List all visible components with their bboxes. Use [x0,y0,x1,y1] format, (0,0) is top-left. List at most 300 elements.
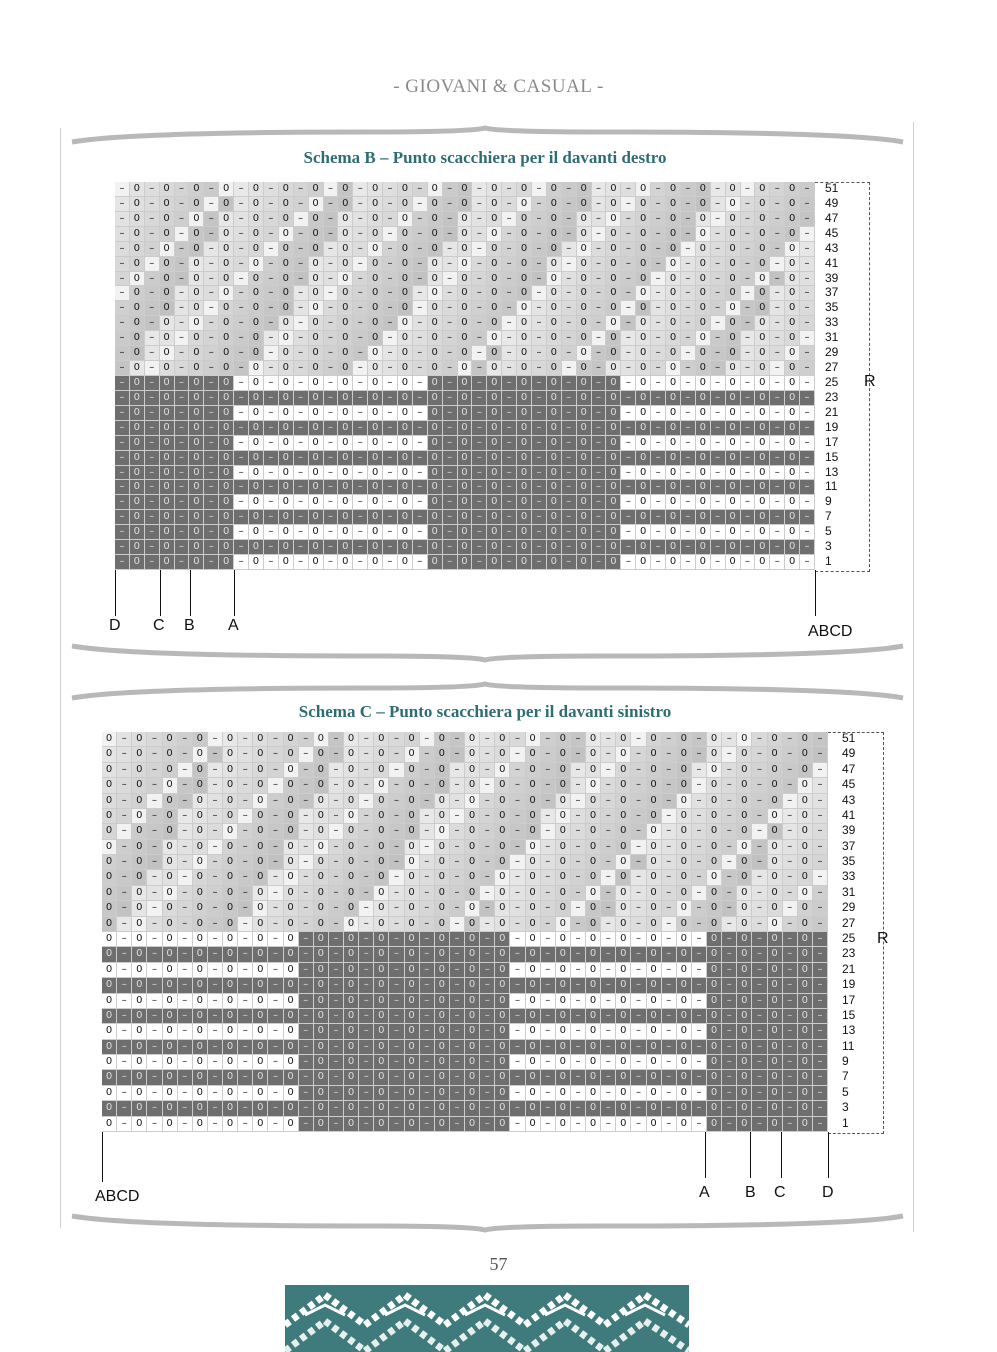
chart-stitch: 0 [253,994,267,1008]
chart-stitch: – [472,316,486,330]
chart-stitch: 0 [737,1040,751,1054]
chart-stitch: – [480,747,494,761]
row-number: 45 [842,777,856,792]
frame-right-line [913,122,914,1232]
chart-stitch: – [450,824,464,838]
chart-stitch: – [389,1055,403,1069]
chart-stitch: – [178,1117,192,1131]
chart-stitch: – [238,901,252,915]
chart-stitch: 0 [253,1009,267,1023]
chart-stitch: – [480,932,494,946]
chart-stitch: 0 [374,901,388,915]
chart-stitch: – [115,555,129,569]
chart-stitch: 0 [517,421,531,435]
chart-stitch: 0 [368,480,382,494]
chart-stitch: – [413,286,427,300]
row-number: 21 [842,961,856,976]
chart-stitch: – [502,406,516,420]
chart-stitch: 0 [314,947,328,961]
chart-stitch: – [783,732,797,746]
chart-stitch: – [178,1101,192,1115]
chart-stitch: – [264,197,278,211]
chart-stitch: – [324,540,338,554]
chart-stitch: – [443,391,457,405]
chart-stitch: 0 [768,763,782,777]
chart-stitch: – [268,809,282,823]
chart-stitch: 0 [696,272,710,286]
chart-stitch: 0 [726,495,740,509]
chart-stitch: – [359,1086,373,1100]
chart-stitch: 0 [707,1024,721,1038]
chart-stitch: 0 [309,495,323,509]
chart-stitch: – [502,436,516,450]
chart-stitch: – [722,1086,736,1100]
chart-stitch: – [175,182,189,196]
chart-stitch: – [541,794,555,808]
chart-stitch: 0 [547,212,561,226]
chart-stitch: – [299,809,313,823]
chart-stitch: – [329,809,343,823]
chart-stitch: – [450,1024,464,1038]
chart-stitch: – [115,510,129,524]
chart-stitch: – [175,406,189,420]
chart-stitch: – [621,391,635,405]
chart-stitch: 0 [755,257,769,271]
chart-stitch: – [621,257,635,271]
chart-stitch: 0 [577,421,591,435]
chart-stitch: – [711,331,725,345]
chart-stitch: – [117,963,131,977]
chart-stitch: – [562,197,576,211]
chart-stitch: 0 [193,763,207,777]
chart-stitch: 0 [132,824,146,838]
chart-stitch: 0 [677,778,691,792]
chart-stitch: – [324,227,338,241]
chart-stitch: – [117,1040,131,1054]
chart-stitch: 0 [458,436,472,450]
chart-stitch: 0 [253,1086,267,1100]
chart-stitch: – [359,947,373,961]
chart-stitch: 0 [249,495,263,509]
chart-stitch: 0 [616,932,630,946]
chart-stitch: 0 [374,778,388,792]
chart-stitch: – [178,947,192,961]
chart-stitch: – [264,301,278,315]
chart-stitch: – [324,361,338,375]
chart-stitch: – [692,1070,706,1084]
chart-stitch: 0 [737,901,751,915]
chart-stitch: – [741,495,755,509]
chart-stitch: 0 [666,257,680,271]
chart-stitch: – [722,855,736,869]
chart-stitch: – [420,963,434,977]
chart-stitch: 0 [666,510,680,524]
chart-stitch: – [299,932,313,946]
chart-stitch: 0 [577,466,591,480]
chart-stitch: 0 [616,747,630,761]
chart-stitch: – [299,824,313,838]
chart-stitch: – [592,361,606,375]
chart-stitch: 0 [677,947,691,961]
chart-stitch: 0 [160,331,174,345]
chart-stitch: – [722,870,736,884]
chart-stitch: 0 [666,391,680,405]
chart-stitch: 0 [314,963,328,977]
row-number: 19 [825,419,839,434]
chart-stitch: 0 [344,978,358,992]
chart-stitch: 0 [547,510,561,524]
chart-stitch: – [389,824,403,838]
chart-stitch: 0 [616,1086,630,1100]
chart-stitch: – [541,747,555,761]
chart-stitch: – [592,197,606,211]
chart-stitch: 0 [696,466,710,480]
chart-stitch: 0 [163,855,177,869]
chart-stitch: 0 [636,495,650,509]
chart-stitch: 0 [636,212,650,226]
chart-stitch: 0 [344,932,358,946]
chart-stitch: – [175,436,189,450]
chart-stitch: – [178,994,192,1008]
chart-stitch: – [783,1101,797,1115]
chart-stitch: 0 [577,331,591,345]
chart-stitch: 0 [755,212,769,226]
chart-stitch: – [175,451,189,465]
row-number: 37 [842,838,856,853]
chart-stitch: – [324,316,338,330]
chart-stitch: 0 [344,870,358,884]
chart-stitch: – [299,763,313,777]
chart-stitch: 0 [309,242,323,256]
chart-stitch: – [752,794,766,808]
chart-stitch: – [562,346,576,360]
chart-stitch: 0 [487,376,501,390]
chart-stitch: – [800,316,814,330]
chart-stitch: – [752,747,766,761]
chart-stitch: – [711,391,725,405]
chart-stitch: – [621,346,635,360]
chart-stitch: – [472,525,486,539]
chart-stitch: 0 [193,932,207,946]
chart-stitch: – [752,778,766,792]
chart-stitch: 0 [666,540,680,554]
chart-stitch: 0 [374,732,388,746]
chart-stitch: 0 [458,525,472,539]
chart-stitch: – [532,451,546,465]
chart-stitch: 0 [755,391,769,405]
chart-stitch: 0 [495,1086,509,1100]
chart-stitch: – [353,212,367,226]
chart-stitch: – [711,346,725,360]
chart-stitch: – [662,824,676,838]
chart-stitch: – [651,227,665,241]
chart-stitch: – [383,182,397,196]
chart-stitch: 0 [309,406,323,420]
chart-stitch: 0 [677,809,691,823]
chart-stitch: 0 [193,963,207,977]
scheme-c-row-numbers [842,732,882,1132]
chart-stitch: 0 [219,436,233,450]
chart-stitch: – [502,361,516,375]
chart-stitch: 0 [487,436,501,450]
chart-stitch: – [145,495,159,509]
chart-stitch: 0 [102,747,116,761]
chart-stitch: – [800,182,814,196]
chart-stitch: – [601,855,615,869]
chart-stitch: 0 [547,331,561,345]
chart-stitch: – [711,197,725,211]
row-number: 51 [825,181,839,195]
chart-stitch: – [571,840,585,854]
chart-stitch: 0 [556,732,570,746]
chart-stitch: 0 [707,1009,721,1023]
chart-stitch: – [299,1024,313,1038]
chart-stitch: – [510,824,524,838]
chart-stitch: 0 [279,331,293,345]
chart-stitch: 0 [130,346,144,360]
chart-stitch: – [117,778,131,792]
chart-stitch: – [783,886,797,900]
chart-stitch: – [681,316,695,330]
chart-stitch: 0 [495,809,509,823]
chart-stitch: – [741,436,755,450]
chart-stitch: 0 [284,763,298,777]
chart-stitch: – [631,809,645,823]
chart-stitch: 0 [647,994,661,1008]
chart-stitch: – [353,406,367,420]
chart-stitch: 0 [189,421,203,435]
row-number: 23 [842,946,856,961]
chart-stitch: – [711,361,725,375]
chart-stitch: – [145,197,159,211]
chart-stitch: 0 [556,1070,570,1084]
chart-stitch: 0 [374,809,388,823]
chart-stitch: – [413,272,427,286]
chart-stitch: – [238,732,252,746]
chart-stitch: 0 [768,1101,782,1115]
chart-stitch: – [681,540,695,554]
chart-stitch: 0 [556,809,570,823]
scheme-b-marker-b: B [184,617,195,634]
chart-stitch: 0 [755,182,769,196]
chart-stitch: 0 [547,197,561,211]
chart-stitch: – [472,436,486,450]
chart-stitch: 0 [223,901,237,915]
chart-stitch: – [783,778,797,792]
chart-stitch: – [115,406,129,420]
chart-stitch: 0 [616,947,630,961]
chart-stitch: 0 [677,763,691,777]
chart-stitch: – [115,212,129,226]
chart-stitch: – [532,301,546,315]
chart-stitch: 0 [526,1009,540,1023]
chart-stitch: – [268,1055,282,1069]
scheme-c-marker-line-c [781,1132,782,1178]
chart-stitch: 0 [284,886,298,900]
chart-stitch: – [601,963,615,977]
chart-stitch: – [741,451,755,465]
chart-stitch: 0 [707,778,721,792]
chart-stitch: – [532,286,546,300]
chart-stitch: – [592,257,606,271]
chart-stitch: – [145,346,159,360]
chart-stitch: 0 [487,525,501,539]
chart-stitch: 0 [368,182,382,196]
chart-stitch: – [117,763,131,777]
chart-stitch: – [420,1070,434,1084]
chart-stitch: 0 [606,182,620,196]
chart-stitch: – [472,480,486,494]
chart-stitch: – [329,994,343,1008]
chart-stitch: – [621,421,635,435]
chart-stitch: – [268,886,282,900]
scheme-c-repeat-label: R [877,930,889,947]
chart-stitch: 0 [219,510,233,524]
row-number: 25 [842,931,856,945]
chart-stitch: 0 [726,272,740,286]
chart-stitch: 0 [374,1040,388,1054]
chart-stitch: – [234,286,248,300]
chart-stitch: – [502,316,516,330]
chart-stitch: 0 [132,917,146,931]
chart-stitch: – [208,1086,222,1100]
chart-stitch: – [800,525,814,539]
chart-stitch: – [722,947,736,961]
chart-stitch: 0 [487,182,501,196]
chart-stitch: – [621,182,635,196]
chart-stitch: – [631,1101,645,1115]
chart-stitch: 0 [707,1070,721,1084]
chart-stitch: – [443,227,457,241]
chart-stitch: 0 [163,978,177,992]
chart-stitch: 0 [696,421,710,435]
chart-stitch: 0 [368,242,382,256]
chart-stitch: – [294,480,308,494]
row-number: 1 [825,554,832,569]
chart-stitch: 0 [189,510,203,524]
chart-stitch: 0 [526,901,540,915]
chart-stitch: 0 [398,212,412,226]
chart-stitch: – [115,272,129,286]
chart-stitch: 0 [219,540,233,554]
chart-stitch: – [324,242,338,256]
chart-stitch: – [353,346,367,360]
chart-stitch: – [502,421,516,435]
chart-stitch: 0 [223,855,237,869]
chart-stitch: – [324,555,338,569]
chart-stitch: – [800,361,814,375]
chart-stitch: – [621,376,635,390]
knit-chevron-pattern [285,1285,689,1352]
chart-stitch: 0 [284,747,298,761]
chart-stitch: – [450,947,464,961]
chart-stitch: – [329,732,343,746]
chart-stitch: 0 [586,747,600,761]
chart-stitch: 0 [435,794,449,808]
chart-stitch: – [571,917,585,931]
chart-stitch: 0 [755,406,769,420]
chart-stitch: – [692,1024,706,1038]
chart-stitch: – [631,855,645,869]
chart-stitch: – [443,495,457,509]
chart-stitch: – [413,436,427,450]
chart-stitch: 0 [428,436,442,450]
chart-stitch: – [510,1101,524,1115]
chart-stitch: 0 [696,406,710,420]
chart-stitch: 0 [586,870,600,884]
chart-stitch: – [294,197,308,211]
chart-stitch: – [741,346,755,360]
chart-stitch: 0 [102,947,116,961]
chart-stitch: 0 [102,963,116,977]
chart-stitch: – [389,747,403,761]
chart-stitch: – [294,451,308,465]
chart-stitch: 0 [368,436,382,450]
chart-stitch: – [264,480,278,494]
chart-stitch: 0 [726,316,740,330]
chart-stitch: 0 [577,376,591,390]
chart-stitch: – [389,978,403,992]
chart-stitch: – [592,227,606,241]
chart-stitch: 0 [189,495,203,509]
chart-stitch: 0 [130,406,144,420]
chart-stitch: 0 [314,809,328,823]
chart-stitch: 0 [219,197,233,211]
chart-stitch: 0 [526,732,540,746]
chart-stitch: 0 [487,286,501,300]
chart-stitch: – [147,1086,161,1100]
chart-stitch: 0 [374,840,388,854]
chart-stitch: – [145,391,159,405]
chart-stitch: – [208,932,222,946]
chart-stitch: – [562,301,576,315]
chart-stitch: 0 [309,212,323,226]
chart-stitch: – [532,406,546,420]
chart-stitch: – [541,840,555,854]
chart-stitch: 0 [586,978,600,992]
chart-stitch: – [741,197,755,211]
knit-fabric-photo [285,1285,689,1352]
chart-stitch: 0 [798,917,812,931]
chart-stitch: – [238,809,252,823]
chart-stitch: – [145,301,159,315]
chart-stitch: 0 [219,257,233,271]
chart-stitch: – [178,824,192,838]
chart-stitch: 0 [666,346,680,360]
chart-stitch: 0 [636,525,650,539]
chart-stitch: – [204,525,218,539]
chart-stitch: 0 [547,406,561,420]
chart-stitch: – [532,197,546,211]
chart-stitch: 0 [102,1070,116,1084]
chart-stitch: – [562,316,576,330]
chart-stitch: – [621,242,635,256]
chart-stitch: – [562,436,576,450]
chart-stitch: – [420,1024,434,1038]
chart-stitch: – [175,227,189,241]
chart-stitch: – [238,1101,252,1115]
chart-stitch: 0 [768,794,782,808]
chart-stitch: – [420,870,434,884]
chart-stitch: – [264,182,278,196]
chart-stitch: 0 [495,932,509,946]
chart-stitch: 0 [163,1101,177,1115]
chart-stitch: 0 [647,732,661,746]
chart-stitch: 0 [556,1117,570,1131]
chart-stitch: 0 [309,525,323,539]
scheme-c-marker-a: A [699,1184,710,1201]
chart-stitch: 0 [374,1086,388,1100]
